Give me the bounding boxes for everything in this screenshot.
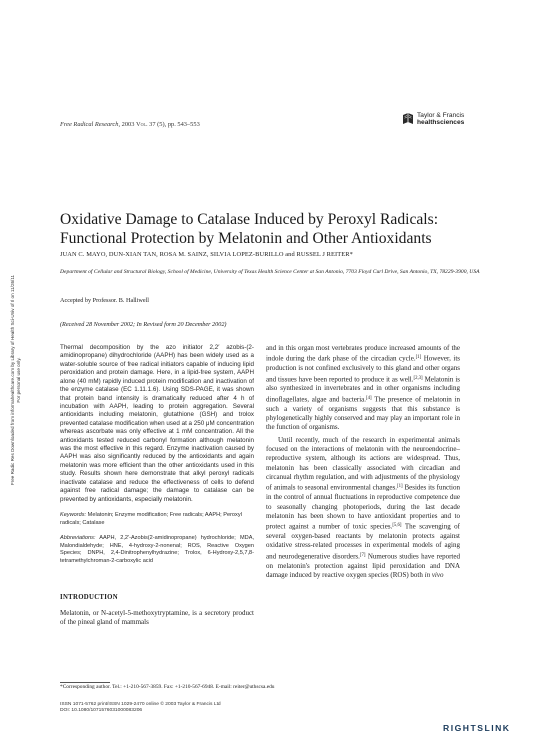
text-run: Melatonin is also synthesized in invertebrates and in other organisms including dinoflagellates, algae and bacteria. [266,375,460,404]
publisher-division: healthsciences [417,119,465,126]
introduction-heading: INTRODUCTION [60,593,118,601]
doi-line: DOI: 10.1080/1071576031000083206 [60,708,143,714]
citation-ref: [1] [415,355,422,361]
text-run: The scavenging of several oxygen-based reactants by melatonin protects against oxidative stress-related processes in experimental models of aging and neurodegenerative disorders. [266,522,460,561]
text-run: Numerous studies have reported on melatonin's protection against lipid peroxidation and DNA damage induced by reactive oxygen species (ROS) both [266,552,460,579]
accepted-by: Accepted by Professor. B. Halliwell [60,297,150,304]
citation-ref: [1] [396,484,403,490]
watermark-line-1: Free Radic Res Downloaded from informahealthcare.com by Library of Health Sci-Univ of Il on 11/26/11 [10,274,15,486]
journal-name: Free Radical Research [60,121,119,128]
keywords-text: Melatonin; Enzyme modification; Free radicals; AAPH; Peroxyl radicals; Catalase [60,512,242,526]
introduction-paragraph: Melatonin, or N-acetyl-5-methoxytryptamine, is a secretory product of the pineal gland of mammals [60,608,254,626]
text-run: However, its production is not confined exclusively to this gland and other organs and tissues have been reported to produce it as well. [266,354,460,384]
author-list: JUAN C. MAYO, DUN-XIAN TAN, ROSA M. SAINZ, SILVIA LOPEZ-BURILLO and RUSSEL J REITER* [60,251,353,258]
watermark-line-2: For personal use only. [16,357,21,403]
issn-line: ISSN 1071-5762 print/ISSN 1029-2470 online © 2003 Taylor & Francis Ltd [60,702,221,707]
italic-run: in vivo [424,570,444,579]
citation-ref: [7] [359,552,366,558]
title-line-2: Functional Protection by Melatonin and Other Antioxidants [60,230,432,247]
keywords [60,512,254,527]
left-column [60,344,254,627]
publisher-name: Taylor & Francis [417,112,465,119]
abbreviations [60,535,254,565]
taylor-francis-book-icon [402,112,414,126]
download-watermark [3,180,29,580]
text-run: The presence of melatonin in such a variety of organisms suggests that this substance is phylogenetically highly conserved and may play an important role in the function of organisms. [266,395,460,432]
text-run: and in this organ most vertebrates produce increased amounts of the indole during the dark phase of the circadian cycle. [266,344,460,363]
text-run: Besides its function in the control of annual fluctuations in reproductive competence due to seasonally changing photoperiods, during the last decade melatonin has been shown to have antioxidant properties and to protect against a number of toxic species. [266,483,460,531]
body-paragraph-1 [266,344,460,433]
keywords-label: Keywords: [60,512,87,519]
title-line-1: Oxidative Damage to Catalase Induced by Peroxyl Radicals: [60,211,439,228]
citation-ref: [5,6] [392,523,402,529]
citation-ref: [2,3] [413,375,423,381]
journal-details: . 37 (5), pp. 543–553 [145,121,200,128]
article-title [60,210,500,248]
text-run: Until recently, much of the research in experimental animals focused on the interactions of melatonin with the neuroendocrine–reproductive system, although its actions are widespread. Thus, melatonin has been classically associated with circadian and circanual rhythm regulation, and with adjustments of the physiology of animals to seasonal environmental changes. [266,435,460,492]
journal-vol-label: Vol [136,121,146,128]
right-column [266,344,460,580]
footnote-divider [60,682,110,683]
issn-block [60,702,221,715]
body-paragraph-2 [266,436,460,581]
abstract: Thermal decomposition by the azo initiator 2,2′ azobis-(2-amidinopropane) dihydrochloride (AAPH) has been widely used as a water-soluble source of free radical initiators capable of inducing lipid peroxidation and protein damage. Here, in a lipid-free system, AAPH alone (40 mM) rapidly induced protein modification and inactivation of the enzyme catalase (EC 1.11.1.6). Using SDS-PAGE, it was shown that protein band intensity is dramatically reduced after 4 h of incubation with AAPH, leading to protein aggregation. Several antioxidants including melatonin, glutathione (GSH) and trolox prevented catalase modification when used at a 250 μM concentration whereas ascorbate was only effective at 1 mM concentration. All the antioxidants tested reduced carbonyl formation although melatonin was the most effective in this regard. Enzyme inactivation caused by AAPH was also significantly reduced by the antioxidants and again melatonin was more efficient than the other antioxidants used in this study. Results shown here demonstrate that alkyl peroxyl radicals inactivate catalase and reduce the effectiveness of cells to defend against free radical damage; the damage to catalase can be prevented by antioxidants, especially melatonin. [60,344,254,503]
author-affiliation: Department of Cellular and Structural Biology, School of Medicine, University of Texas Health Science Center at San Antonio, 7703 Floyd Curl Drive, San Antonio, TX, 78229-3900, USA [60,269,480,275]
abbreviations-text: AAPH, 2,2′-Azobis(2-amidinopropane) hydrochloride; MDA, Malondialdehyde; HNE, 4-hydroxy-2-nonenal; ROS, Reactive Oxygen Species; DNPH, 2,4-Dinitrophenylhydrazine; Trolox, 6-Hydroxy-2,5,7,8-tetramethylchroman-2-carboxylic acid [60,535,254,564]
abbreviations-label: Abbreviations: [60,535,96,542]
received-dates: (Received 28 November 2002; In Revised form 20 December 2002) [60,321,227,328]
journal-reference [60,121,200,128]
publisher-logo [402,112,492,132]
rightslink-button[interactable]: RIGHTSLINK [443,723,511,733]
citation-ref: [4] [366,395,372,401]
corresponding-author-footnote: *Corresponding author. Tel.: +1-210-567-3859. Fax: +1-210-567-6948. E-mail: reiter@uthscsa.edu [60,684,275,690]
journal-year: , 2003 [118,121,137,128]
